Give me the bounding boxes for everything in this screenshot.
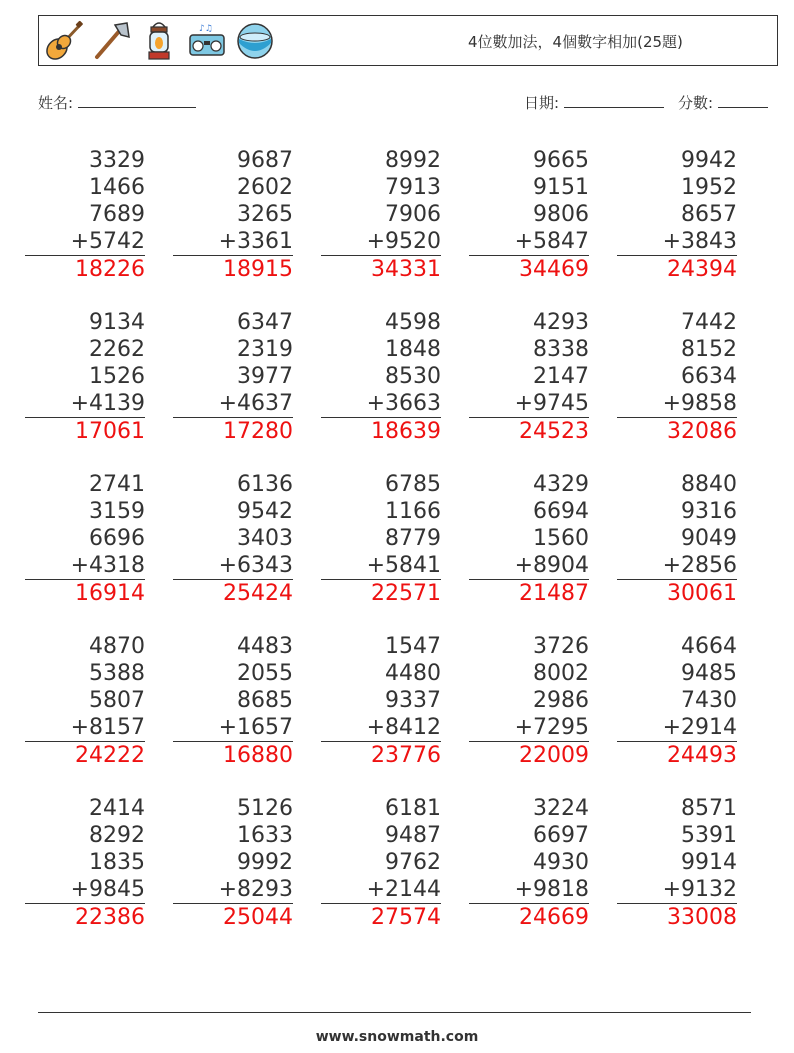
last-addend: +7295 bbox=[469, 714, 589, 742]
last-addend: +4637 bbox=[173, 390, 293, 418]
addend: 9665 bbox=[533, 148, 589, 173]
addend: 6696 bbox=[89, 526, 145, 551]
footer-site: www.snowmath.com bbox=[315, 1029, 479, 1045]
answer: 22009 bbox=[519, 743, 589, 768]
last-addend: +2144 bbox=[321, 876, 441, 904]
addend: 7689 bbox=[89, 202, 145, 227]
addition-problem bbox=[469, 471, 589, 607]
addend: 2986 bbox=[533, 688, 589, 713]
addend: 9485 bbox=[681, 661, 737, 686]
addend: 8530 bbox=[385, 364, 441, 389]
addend: 9942 bbox=[681, 148, 737, 173]
answer: 23776 bbox=[371, 743, 441, 768]
addition-problem bbox=[469, 795, 589, 931]
addend: 2055 bbox=[237, 661, 293, 686]
last-addend: +1657 bbox=[173, 714, 293, 742]
answer: 34469 bbox=[519, 257, 589, 282]
addend: 1633 bbox=[237, 823, 293, 848]
addend: 6181 bbox=[385, 796, 441, 821]
last-addend: +2856 bbox=[617, 552, 737, 580]
addend: 3403 bbox=[237, 526, 293, 551]
addition-problem bbox=[25, 309, 145, 445]
addend: 2262 bbox=[89, 337, 145, 362]
footer-divider bbox=[38, 1012, 751, 1013]
worksheet-title: 4位數加法，4個數字相加(25題) bbox=[468, 33, 683, 51]
addend: 8152 bbox=[681, 337, 737, 362]
addend: 9806 bbox=[533, 202, 589, 227]
addend: 5391 bbox=[681, 823, 737, 848]
last-addend: +3663 bbox=[321, 390, 441, 418]
addition-problem bbox=[173, 633, 293, 769]
answer: 18639 bbox=[371, 419, 441, 444]
answer: 18226 bbox=[75, 257, 145, 282]
addend: 4293 bbox=[533, 310, 589, 335]
addend: 2414 bbox=[89, 796, 145, 821]
addition-problem bbox=[321, 147, 441, 283]
last-addend: +9845 bbox=[25, 876, 145, 904]
addend: 9151 bbox=[533, 175, 589, 200]
addend: 2319 bbox=[237, 337, 293, 362]
last-addend: +8157 bbox=[25, 714, 145, 742]
answer: 32086 bbox=[667, 419, 737, 444]
last-addend: +9818 bbox=[469, 876, 589, 904]
answer: 25044 bbox=[223, 905, 293, 930]
addition-problem bbox=[25, 633, 145, 769]
addend: 7906 bbox=[385, 202, 441, 227]
addend: 3265 bbox=[237, 202, 293, 227]
last-addend: +8293 bbox=[173, 876, 293, 904]
addend: 9687 bbox=[237, 148, 293, 173]
answer: 34331 bbox=[371, 257, 441, 282]
addition-problem bbox=[617, 309, 737, 445]
addend: 9049 bbox=[681, 526, 737, 551]
addend: 8779 bbox=[385, 526, 441, 551]
addend: 4598 bbox=[385, 310, 441, 335]
last-addend: +3361 bbox=[173, 228, 293, 256]
answer: 22571 bbox=[371, 581, 441, 606]
answer: 24493 bbox=[667, 743, 737, 768]
addend: 4480 bbox=[385, 661, 441, 686]
last-addend: +2914 bbox=[617, 714, 737, 742]
addition-problem bbox=[173, 795, 293, 931]
addend: 8685 bbox=[237, 688, 293, 713]
addend: 1547 bbox=[385, 634, 441, 659]
last-addend: +5841 bbox=[321, 552, 441, 580]
addition-problem bbox=[173, 309, 293, 445]
answer: 24523 bbox=[519, 419, 589, 444]
addend: 1526 bbox=[89, 364, 145, 389]
addend: 6634 bbox=[681, 364, 737, 389]
answer: 27574 bbox=[371, 905, 441, 930]
addend: 8002 bbox=[533, 661, 589, 686]
last-addend: +9520 bbox=[321, 228, 441, 256]
answer: 33008 bbox=[667, 905, 737, 930]
answer: 16880 bbox=[223, 743, 293, 768]
answer: 22386 bbox=[75, 905, 145, 930]
date-label: 日期: bbox=[524, 94, 560, 112]
last-addend: +6343 bbox=[173, 552, 293, 580]
addend: 4664 bbox=[681, 634, 737, 659]
addition-problem bbox=[617, 633, 737, 769]
addition-problem bbox=[25, 795, 145, 931]
last-addend: +9132 bbox=[617, 876, 737, 904]
addend: 1560 bbox=[533, 526, 589, 551]
addend: 9914 bbox=[681, 850, 737, 875]
addend: 9134 bbox=[89, 310, 145, 335]
last-addend: +5847 bbox=[469, 228, 589, 256]
addend: 5807 bbox=[89, 688, 145, 713]
addend: 3726 bbox=[533, 634, 589, 659]
addend: 2741 bbox=[89, 472, 145, 497]
addend: 6697 bbox=[533, 823, 589, 848]
addition-problem bbox=[25, 471, 145, 607]
addition-problem bbox=[173, 147, 293, 283]
addend: 4870 bbox=[89, 634, 145, 659]
addend: 3159 bbox=[89, 499, 145, 524]
last-addend: +8412 bbox=[321, 714, 441, 742]
addition-problem bbox=[617, 147, 737, 283]
answer: 18915 bbox=[223, 257, 293, 282]
addition-problem bbox=[617, 471, 737, 607]
addend: 8292 bbox=[89, 823, 145, 848]
addition-problem bbox=[469, 633, 589, 769]
addend: 1848 bbox=[385, 337, 441, 362]
addend: 1166 bbox=[385, 499, 441, 524]
last-addend: +3843 bbox=[617, 228, 737, 256]
addend: 9762 bbox=[385, 850, 441, 875]
addition-problem bbox=[321, 633, 441, 769]
addend: 9542 bbox=[237, 499, 293, 524]
addend: 8338 bbox=[533, 337, 589, 362]
addend: 3224 bbox=[533, 796, 589, 821]
addend: 9337 bbox=[385, 688, 441, 713]
answer: 30061 bbox=[667, 581, 737, 606]
addition-problem bbox=[321, 471, 441, 607]
addend: 9487 bbox=[385, 823, 441, 848]
addend: 1952 bbox=[681, 175, 737, 200]
addend: 8992 bbox=[385, 148, 441, 173]
score-label: 分數: bbox=[678, 94, 714, 112]
addend: 1466 bbox=[89, 175, 145, 200]
addition-problem bbox=[321, 309, 441, 445]
last-addend: +4139 bbox=[25, 390, 145, 418]
addend: 5126 bbox=[237, 796, 293, 821]
answer: 16914 bbox=[75, 581, 145, 606]
addition-problem bbox=[617, 795, 737, 931]
addend: 4329 bbox=[533, 472, 589, 497]
addend: 6347 bbox=[237, 310, 293, 335]
addend: 9992 bbox=[237, 850, 293, 875]
addend: 1835 bbox=[89, 850, 145, 875]
addend: 7430 bbox=[681, 688, 737, 713]
addend: 8840 bbox=[681, 472, 737, 497]
addend: 3977 bbox=[237, 364, 293, 389]
addition-problem bbox=[321, 795, 441, 931]
last-addend: +4318 bbox=[25, 552, 145, 580]
last-addend: +9745 bbox=[469, 390, 589, 418]
addend: 6694 bbox=[533, 499, 589, 524]
answer: 24394 bbox=[667, 257, 737, 282]
addend: 4930 bbox=[533, 850, 589, 875]
addend: 7913 bbox=[385, 175, 441, 200]
answer: 24669 bbox=[519, 905, 589, 930]
answer: 21487 bbox=[519, 581, 589, 606]
addend: 5388 bbox=[89, 661, 145, 686]
addend: 2147 bbox=[533, 364, 589, 389]
answer: 17280 bbox=[223, 419, 293, 444]
last-addend: +8904 bbox=[469, 552, 589, 580]
addend: 7442 bbox=[681, 310, 737, 335]
addition-problem bbox=[173, 471, 293, 607]
addend: 9316 bbox=[681, 499, 737, 524]
addend: 2602 bbox=[237, 175, 293, 200]
addition-problem bbox=[469, 147, 589, 283]
last-addend: +5742 bbox=[25, 228, 145, 256]
addition-problem bbox=[25, 147, 145, 283]
answer: 24222 bbox=[75, 743, 145, 768]
name-label: 姓名: bbox=[38, 94, 74, 112]
svg-text:♪♫: ♪♫ bbox=[199, 24, 213, 34]
addend: 3329 bbox=[89, 148, 145, 173]
addend: 6785 bbox=[385, 472, 441, 497]
answer: 25424 bbox=[223, 581, 293, 606]
last-addend: +9858 bbox=[617, 390, 737, 418]
addend: 8657 bbox=[681, 202, 737, 227]
addend: 6136 bbox=[237, 472, 293, 497]
addition-problem bbox=[469, 309, 589, 445]
addend: 4483 bbox=[237, 634, 293, 659]
answer: 17061 bbox=[75, 419, 145, 444]
addend: 8571 bbox=[681, 796, 737, 821]
